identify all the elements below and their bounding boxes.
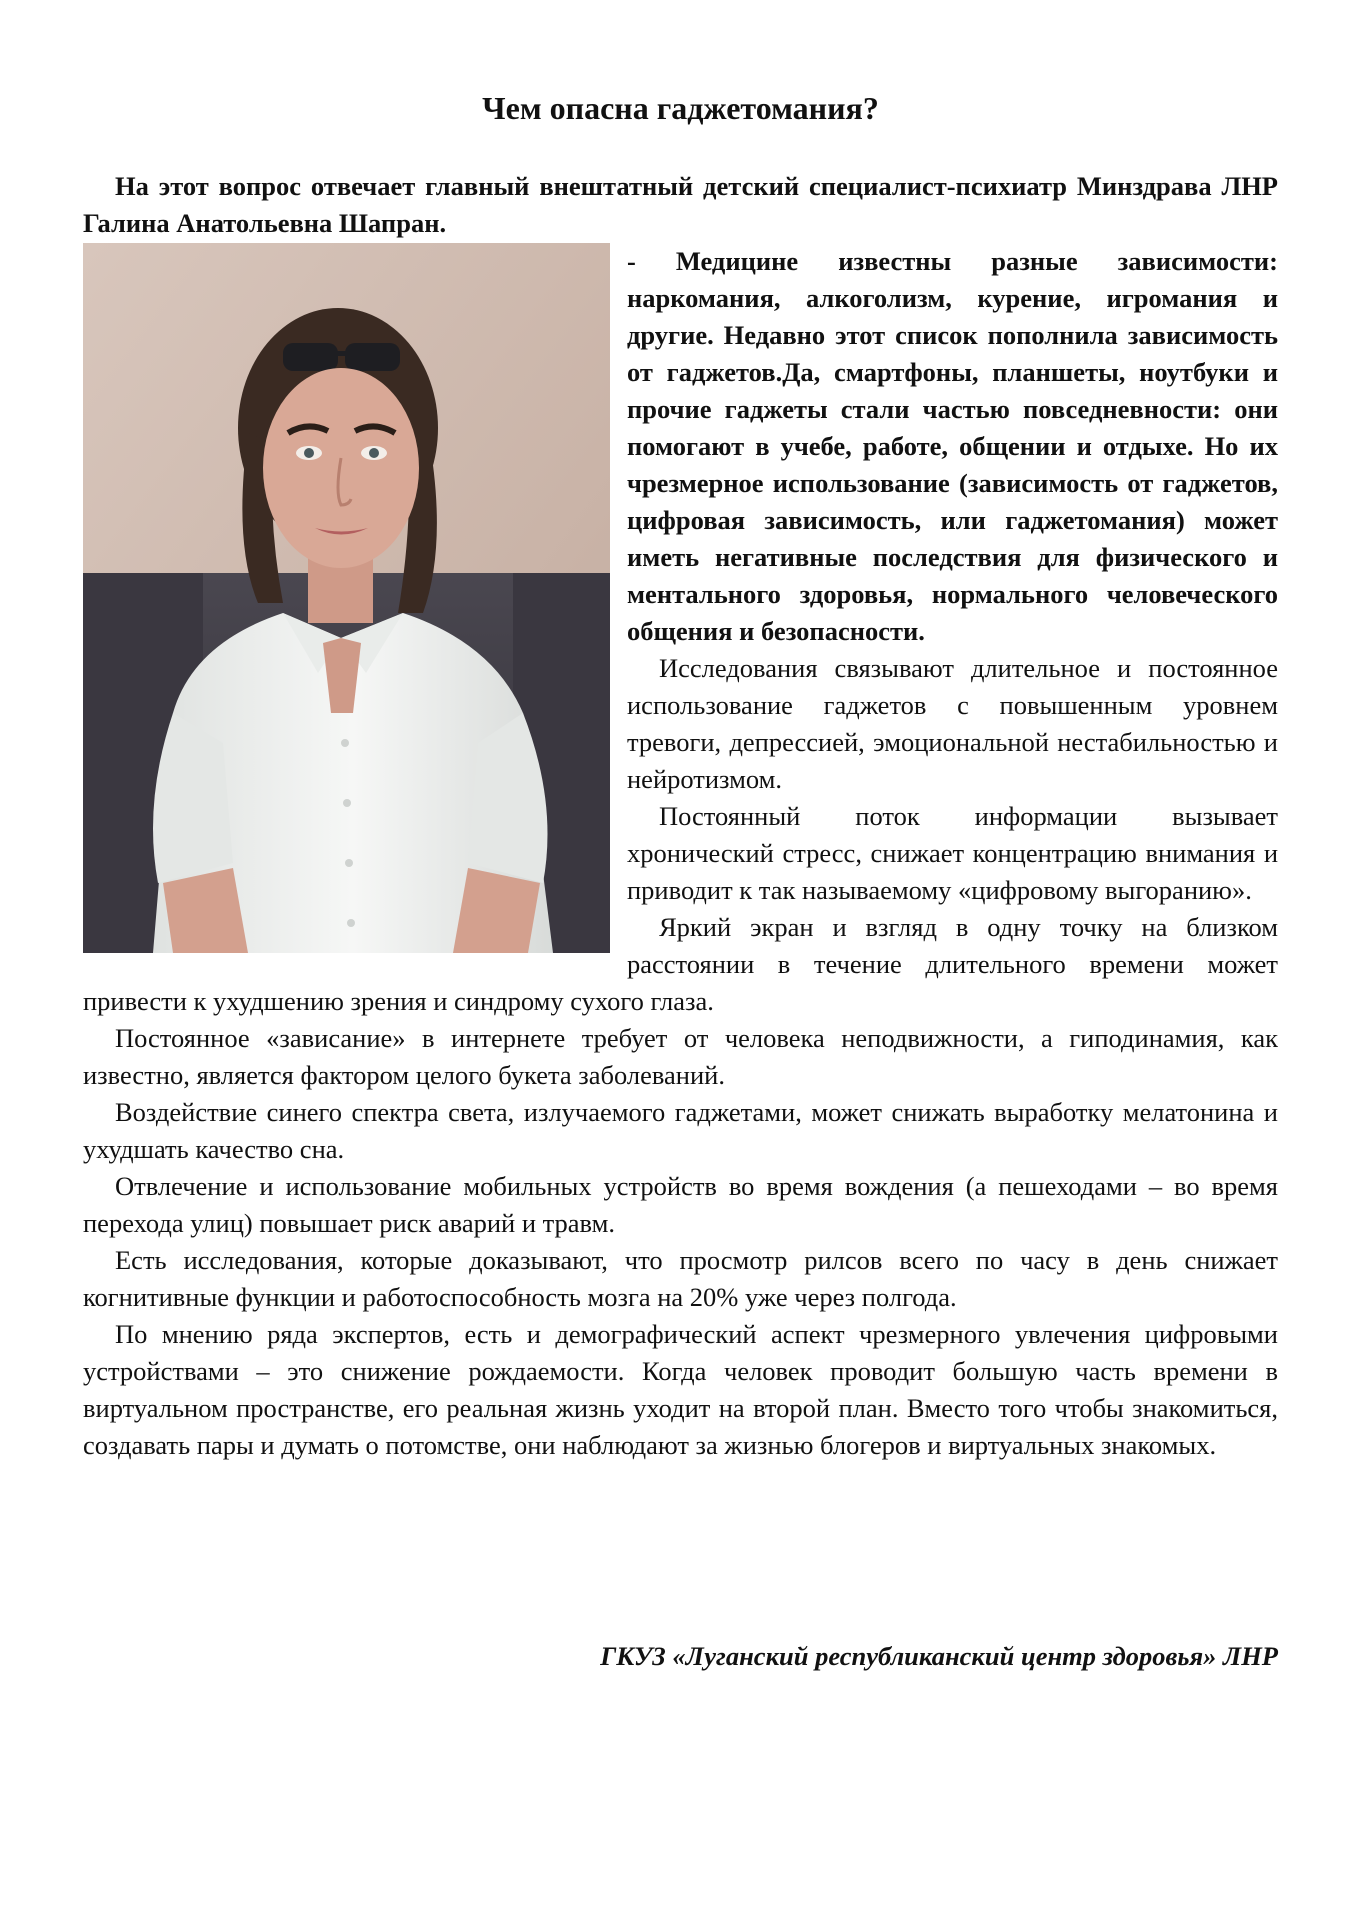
article-body — [83, 243, 1278, 1464]
page-title: Чем опасна гаджетомания? — [482, 90, 879, 126]
paragraph-2: Постоянный поток информации вызывает хронический стресс, снижает концентрацию внимания и приводит к так называемому «цифровому выгоранию». — [627, 801, 1278, 905]
paragraph-7: Есть исследования, которые доказывают, что просмотр рилсов всего по часу в день снижает когнитивные функции и работоспособность мозга на 20% уже через полгода. — [83, 1245, 1278, 1312]
signature: ГКУЗ «Луганский республиканский центр здоровья» ЛНР — [600, 1641, 1278, 1671]
intro-paragraph: На этот вопрос отвечает главный внештатный детский специалист-психиатр Минздрава ЛНР Галина Анатольевна Шапран. — [83, 171, 1278, 238]
quote-paragraph: - Медицине известны разные зависимости: наркомания, алкоголизм, курение, игромания и другие. Недавно этот список пополнила зависимость от гаджетов.Да, смартфоны, планшеты, ноутбуки и прочие гаджеты стали частью повседневности: они помогают в учебе, работе, общении и отдыхе. Но их чрезмерное использование (зависимость от гаджетов, цифровая зависимость, или гаджетомания) может иметь негативные последствия для физического и ментального здоровья, нормального человеческого общения и безопасности. — [627, 246, 1278, 646]
paragraph-4: Постоянное «зависание» в интернете требует от человека неподвижности, а гиподинамия, как известно, является фактором целого букета заболеваний. — [83, 1023, 1278, 1090]
paragraph-6: Отвлечение и использование мобильных устройств во время вождения (а пешеходами – во время перехода улиц) повышает риск аварий и травм. — [83, 1171, 1278, 1238]
paragraph-5: Воздействие синего спектра света, излучаемого гаджетами, может снижать выработку мелатонина и ухудшать качество сна. — [83, 1097, 1278, 1164]
paragraph-8: По мнению ряда экспертов, есть и демографический аспект чрезмерного увлечения цифровыми устройствами – это снижение рождаемости. Когда человек проводит большую часть времени в виртуальном пространстве, его реальная жизнь уходит на второй план. Вместо того чтобы знакомиться, создавать пары и думать о потомстве, они наблюдают за жизнью блогеров и виртуальных знакомых. — [83, 1319, 1278, 1460]
portrait-image — [83, 243, 610, 953]
paragraph-1: Исследования связывают длительное и постоянное использование гаджетов с повышенным уровнем тревоги, депрессией, эмоциональной нестабильностью и нейротизмом. — [627, 653, 1278, 794]
portrait-photo — [83, 243, 610, 953]
paragraph-3: Яркий экран и взгляд в одну точку на близком расстоянии в течение длительного времени может привести к ухудшению зрения и синдрому сухого глаза. — [83, 912, 1278, 1016]
